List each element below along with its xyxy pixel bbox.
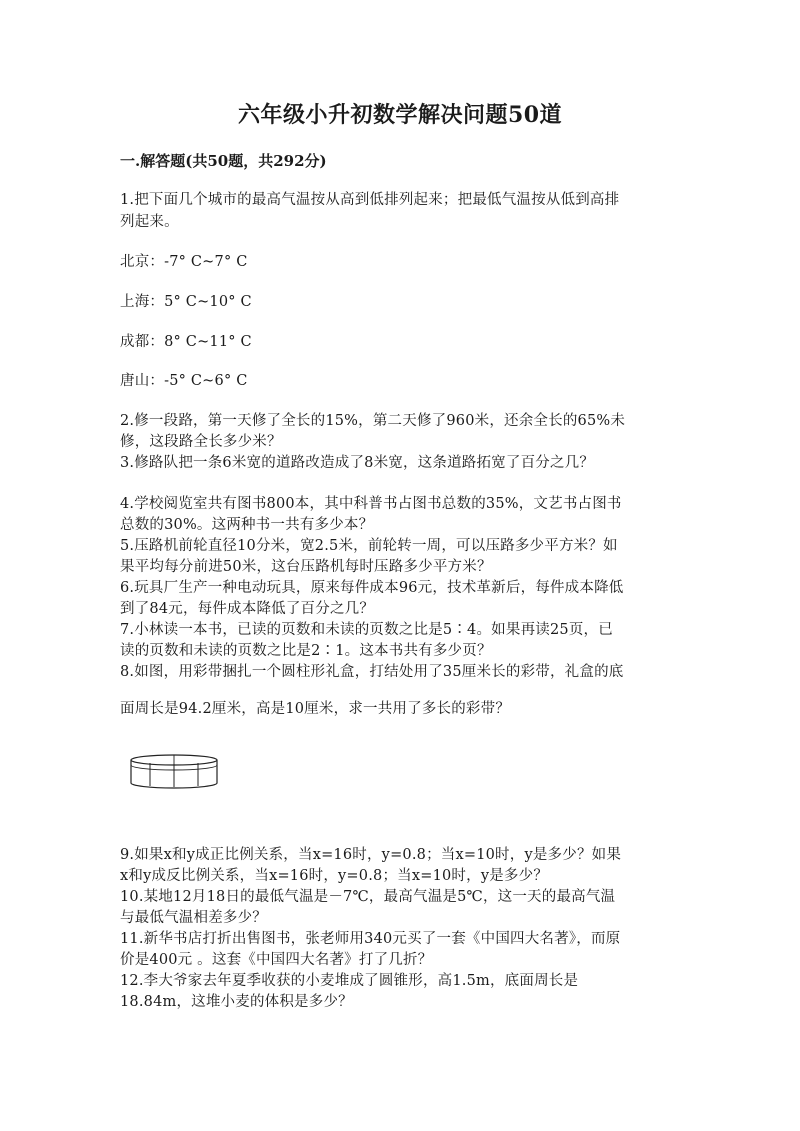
page-title: 六年级小升初数学解决问题50道 (237, 102, 563, 128)
question-11-line-2: 价是400元 。这套《中国四大名著》打了几折？ (120, 952, 433, 968)
question-7-line-2: 读的页数和未读的页数之比是2∶1。这本书共有多少页？ (120, 643, 492, 659)
question-7-line-1: 7.小林读一本书，已读的页数和未读的页数之比是5∶4。如果再读25页，已 (120, 622, 613, 638)
question-9-line-1: 9.如果x和y成正比例关系，当x=16时，y=0.8；当x=10时，y是多少？如果 (120, 847, 622, 863)
question-5-line-1: 5.压路机前轮直径10分米，宽2.5米，前轮转一周，可以压路多少平方米？如 (120, 538, 618, 554)
question-8-line-1: 8.如图，用彩带捆扎一个圆柱形礼盒，打结处用了35厘米长的彩带，礼盒的底 (120, 664, 624, 680)
question-11-line-1: 11.新华书店打折出售图书，张老师用340元买了一套《中国四大名著》，而原 (120, 931, 621, 947)
question-9-line-2: x和y成反比例关系，当x=16时，y=0.8；当x=10时，y是多少？ (120, 868, 549, 884)
city-shanghai: 上海：5° C~10° C (120, 294, 252, 310)
city-tangshan: 唐山：-5° C~6° C (120, 373, 248, 389)
question-6-line-2: 到了84元，每件成本降低了百分之几？ (120, 601, 375, 617)
question-12-line-1: 12.李大爷家去年夏季收获的小麦堆成了圆锥形，高1.5m，底面周长是 (120, 973, 579, 989)
question-12-line-2: 18.84m，这堆小麦的体积是多少？ (120, 994, 353, 1010)
question-6-line-1: 6.玩具厂生产一种电动玩具，原来每件成本96元，技术革新后，每件成本降低 (120, 580, 624, 596)
question-5-line-2: 果平均每分前进50米，这台压路机每时压路多少平方米？ (120, 559, 492, 575)
question-1-line-1: 1.把下面几个城市的最高气温按从高到低排列起来；把最低气温按从低到高排 (120, 192, 620, 208)
question-4-line-1: 4.学校阅览室共有图书800本，其中科普书占图书总数的35%，文艺书占图书 (120, 496, 622, 512)
question-2-line-1: 2.修一段路，第一天修了全长的15%，第二天修了960米，还余全长的65%未 (120, 413, 626, 429)
question-2-line-2: 修，这段路全长多少米？ (120, 434, 282, 450)
question-10-line-1: 10.某地12月18日的最低气温是－7℃，最高气温是5℃，这一天的最高气温 (120, 889, 616, 905)
city-chengdu: 成都：8° C~11° C (120, 334, 252, 350)
city-beijing: 北京：-7° C~7° C (120, 254, 248, 270)
section-heading: 一.解答题(共50题，共292分) (120, 152, 327, 170)
question-4-line-2: 总数的30%。这两种书一共有多少本？ (120, 517, 374, 533)
question-3-line-1: 3.修路队把一条6米宽的道路改造成了8米宽，这条道路拓宽了百分之几？ (120, 455, 595, 471)
cylinder-gift-box-figure (128, 752, 220, 792)
question-8-line-2: 面周长是94.2厘米，高是10厘米，求一共用了多长的彩带？ (120, 701, 511, 717)
question-1-line-2: 列起来。 (120, 214, 179, 230)
question-10-line-2: 与最低气温相差多少？ (120, 910, 267, 926)
